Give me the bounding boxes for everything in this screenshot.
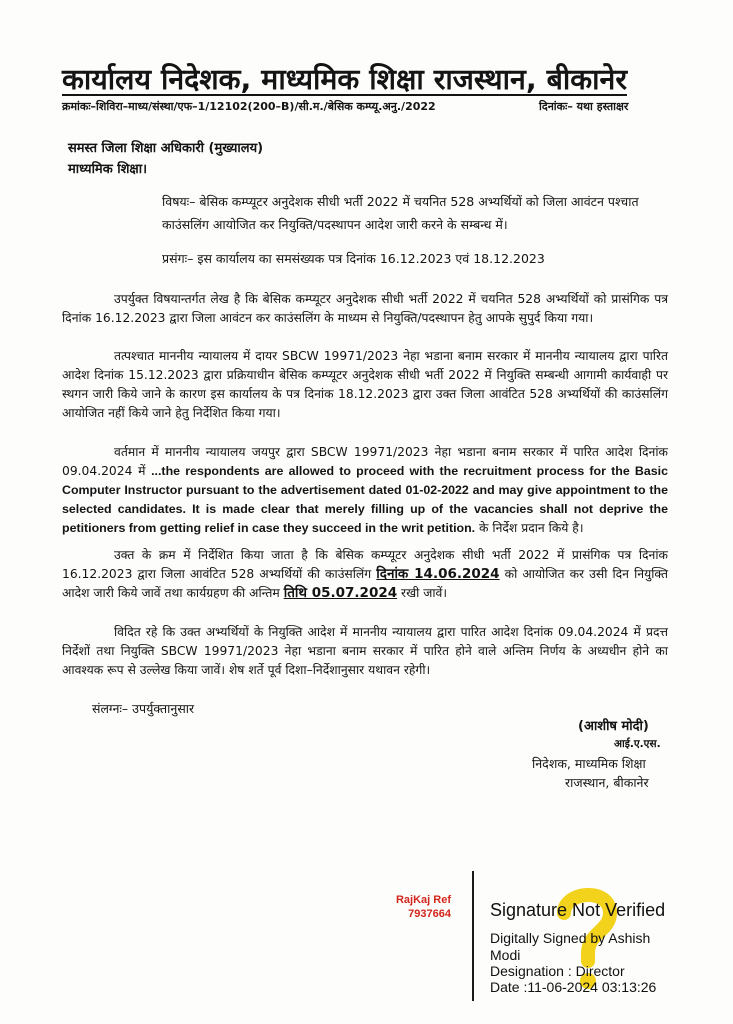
paragraph-5 <box>62 623 668 680</box>
addressee-line-2: माध्यमिक शिक्षा। <box>68 162 148 177</box>
paragraph-1-text: उपर्युक्त विषयान्तर्गत लेख है कि बेसिक कम्प्यूटर अनुदेशक सीधी भर्ती 2022 में चयनित 528 अभ्यर्थियों को प्रासंगिक पत्र दिनांक 16.12.2023 द्वारा जिला आवंटन कर काउंसलिंग के माध्यम से नियुक्ति/पदस्थापन हेतु आपके सुपुर्द किया गया। <box>62 292 668 325</box>
signature-date-line: Date :11-06-2024 03:13:26 <box>490 979 657 995</box>
paragraph-2 <box>62 347 668 423</box>
paragraph-2-text: तत्पश्चात माननीय न्यायालय में दायर SBCW 19971/2023 नेहा भडाना बनाम सरकार में माननीय न्यायालय द्वारा पारित आदेश दिनांक 15.12.2023 द्वारा प्रक्रियाधीन बेसिक कम्प्यूटर अनुदेशक सीधी भर्ती 2022 में नियुक्ति सम्बन्धी आगामी कार्यवाही पर स्थगन जारी किये जाने के कारण इस कार्यालय के पत्र दिनांक 18.12.2023 द्वारा उक्त जिला आवंटित 528 अभ्यर्थियों की काउंसलिंग आयोजित नहीं किये जाने हेतु निर्देशित किया गया। <box>62 349 668 420</box>
rajkaj-number: 7937664 <box>408 908 451 920</box>
signatory-name: (आशीष मोदी) <box>578 719 649 734</box>
signatory-place: राजस्थान, बीकानेर <box>565 775 649 790</box>
letter-number: क्रमांकः–शिविरा–माध्य/संस्था/एफ–1/12102(200–B)/सी.म./बेसिक कम्प्यू.अनु./2022 <box>62 100 436 113</box>
subject: विषयः– बेसिक कम्प्यूटर अनुदेशक सीधी भर्ती 2022 में चयनित 528 अभ्यर्थियों को जिला आवंटन पश्चात काउंसलिंग आयोजित कर नियुक्ति/पदस्थापन आदेश जारी करने के सम्बन्ध में। <box>162 194 639 232</box>
letter-date: दिनांकः– यथा हस्ताक्षर <box>539 100 629 113</box>
signer-name-line: Modi <box>490 947 521 963</box>
digital-signature-block <box>472 871 702 1001</box>
paragraph-3-intro: वर्तमान में माननीय न्यायालय जयपुर द्वारा SBCW 19971/2023 नेहा भडाना बनाम सरकार में पारित आदेश दिनांक 09.04.2024 में <box>62 445 668 478</box>
reference: प्रसंगः– इस कार्यालय का समसंख्यक पत्र दिनांक 16.12.2023 एवं 18.12.2023 <box>162 251 545 266</box>
enclosure: संलग्नः– उपर्युक्तानुसार <box>92 701 195 716</box>
paragraph-5-text: विदित रहे कि उक्त अभ्यर्थियों के नियुक्ति आदेश में माननीय न्यायालय द्वारा पारित आदेश दिनांक 09.04.2024 में प्रदत्त निर्देशों तथा नियुक्ति SBCW 19971/2023 नेहा भडाना बनाम सरकार में पारित होने वाले अन्तिम निर्णय के अध्यधीन होने का आवश्यक रूप से उल्लेख किया जावें। शेष शर्ते पूर्व दिशा–निर्देशानुसार यथावन रहेगी। <box>62 625 668 677</box>
signature-block-border <box>472 871 474 1001</box>
joining-deadline: तिथि 05.07.2024 <box>283 585 398 601</box>
signed-by-line: Digitally Signed by Ashish <box>490 930 651 946</box>
signature-status: Signature Not Verified <box>490 900 666 920</box>
paragraph-4-end: रखी जावें। <box>401 586 448 600</box>
paragraph-4-middle: को आयोजित कर उसी दिन नियुक्ति आदेश जारी किये जावें तथा कार्यग्रहण की अन्तिम <box>62 567 668 600</box>
addressee-line-1: समस्त जिला शिक्षा अधिकारी (मुख्यालय) <box>68 141 264 156</box>
signatory-service: आई.ए.एस. <box>614 738 661 750</box>
rajkaj-label: RajKaj Ref <box>395 894 451 906</box>
court-order-quote: ...the respondents are allowed to proceed with the recruitment process for the Basic Computer Instructor pursuant to the advertisement dated 01-02-2022 and may give appointment to the selected candidates. It is made clear that merely filling up of the vacancies shall not deprive the petitioners from getting relief in case they succeed in the writ petition. <box>62 464 668 535</box>
paragraph-3 <box>62 443 668 538</box>
paragraph-1 <box>62 290 668 328</box>
paragraph-4-intro: उक्त के क्रम में निर्देशित किया जाता है कि बेसिक कम्प्यूटर अनुदेशक सीधी भर्ती 2022 में प्रासंगिक पत्र दिनांक 16.12.2023 द्वारा जिला आवंटित 528 अभ्यर्थियों की काउंसलिंग <box>62 548 668 581</box>
counselling-date: दिनांक 14.06.2024 <box>376 566 500 582</box>
designation-line: Designation : Director <box>490 963 625 979</box>
office-title: कार्यालय निदेशक, माध्यमिक शिक्षा राजस्थान, बीकानेर <box>62 63 627 96</box>
signatory-designation: निदेशक, माध्यमिक शिक्षा <box>532 756 646 771</box>
paragraph-3-end: के निर्देश प्रदान किये है। <box>479 521 584 535</box>
reference-line <box>62 99 629 114</box>
paragraph-4 <box>62 546 668 603</box>
rajkaj-reference <box>383 893 451 921</box>
